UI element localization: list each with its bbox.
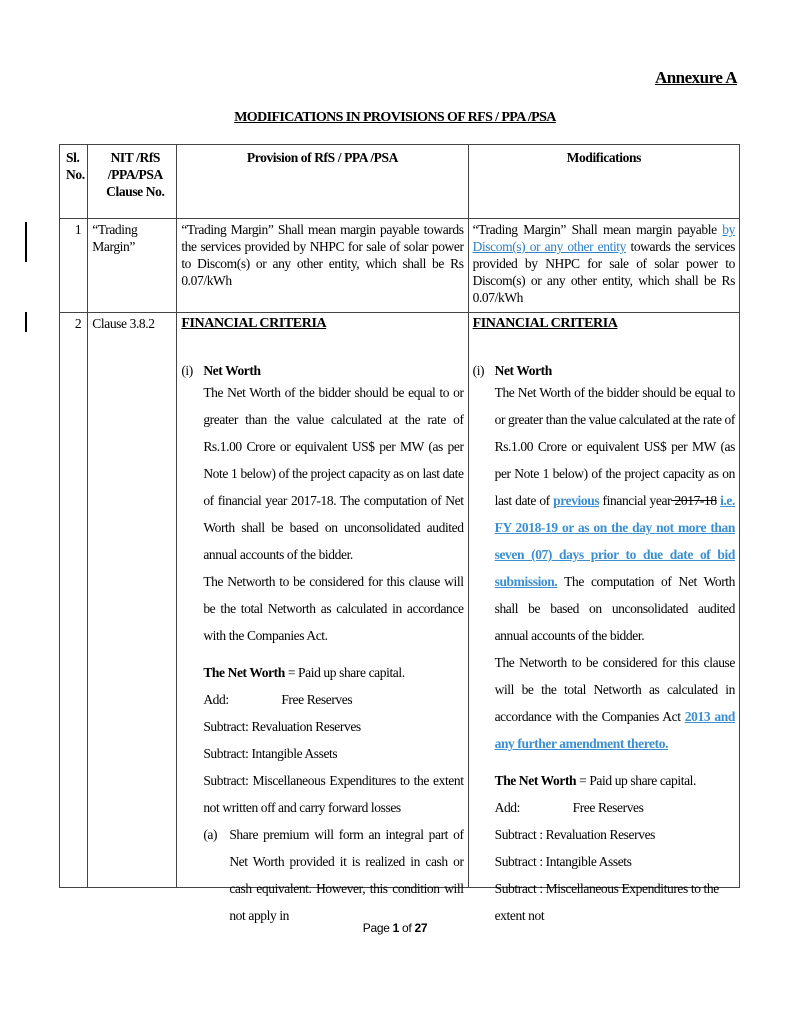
header-modifications: Modifications	[468, 145, 739, 219]
modification-paragraph: The Net Worth of the bidder should be equal to or greater than the value calculated at the rate of Rs.1.00 Crore or equivalent US$ per MW (as per Note 1 below) of the project capacity as on last date of previous financial year 2017-18 i.e. FY 2018-19 or as on the day not more than seven (07) days prior to due date of bid submission. The computation of Net Worth shall be based on unconsolidated audited annual accounts of the bidder.	[494, 385, 735, 643]
header-sl-no: Sl. No.	[60, 145, 88, 219]
add-line: Add: Free Reserves	[203, 692, 353, 707]
header-clause-no: NIT /RfS /PPA/PSA Clause No.	[88, 145, 177, 219]
change-bar	[25, 222, 27, 262]
item-heading: (i) Net Worth	[181, 363, 261, 378]
row-modification	[468, 313, 739, 923]
inserted-text: i.e. FY 2018-19 or as on the day not more than seven (07) days prior to due date of bid submission.	[494, 493, 735, 589]
inserted-text: previous	[553, 493, 600, 508]
section-title: FINANCIAL CRITERIA	[472, 316, 618, 331]
add-line: Add: Free Reserves	[494, 800, 644, 815]
change-bar	[25, 312, 27, 332]
header-provision: Provision of RfS / PPA /PSA	[177, 145, 468, 219]
subtract-line: Subtract : Revaluation Reserves	[494, 827, 656, 842]
inserted-text: by Discom(s) or any other entity	[472, 222, 735, 254]
provision-paragraph: The Net Worth of the bidder should be equal to or greater than the value calculated at the rate of Rs.1.00 Crore or equivalent US$ per MW (as per Note 1 below) of the project capacity as on last date of financial year 2017-18. The computation of Net Worth shall be based on unconsolidated audited annual accounts of the bidder.	[203, 385, 464, 562]
row-provision: “Trading Margin” Shall mean margin payable towards the services provided by NHPC for sale of solar power to Discom(s) or any other entity, which shall be Rs 0.07/kWh	[177, 219, 468, 313]
document-title: MODIFICATIONS IN PROVISIONS OF RFS / PPA /PSA	[234, 110, 556, 125]
table-row	[60, 219, 740, 313]
net-worth-formula: The Net Worth = Paid up share capital.	[203, 665, 405, 680]
modifications-table	[59, 144, 740, 923]
subtract-line: Subtract : Miscellaneous Expenditures to the extent not	[494, 881, 719, 923]
table-row	[60, 313, 740, 888]
row-clause: Clause 3.8.2	[88, 313, 177, 888]
section-title: FINANCIAL CRITERIA	[181, 316, 327, 331]
row-sl-no: 1	[60, 219, 88, 313]
subtract-line: Subtract : Intangible Assets	[494, 854, 632, 869]
net-worth-formula: The Net Worth = Paid up share capital.	[494, 773, 696, 788]
subtract-line: Subtract: Miscellaneous Expenditures to the extent not written off and carry forward losses	[203, 773, 464, 815]
inserted-text: 2013 and any further amendment thereto.	[494, 709, 735, 751]
annexure-label: Annexure A	[654, 68, 737, 87]
subtract-line: Subtract: Revaluation Reserves	[203, 719, 361, 734]
row-sl-no: 2	[60, 313, 88, 888]
row-clause: “Trading Margin”	[88, 219, 177, 313]
row-provision	[177, 313, 468, 923]
provision-paragraph: The Networth to be considered for this clause will be the total Networth as calculated in accordance with the Companies Act.	[203, 574, 464, 643]
row-modification: “Trading Margin” Shall mean margin payable by Discom(s) or any other entity towards the services provided by NHPC for sale of solar power to Discom(s) or any other entity, which shall be Rs 0.07/kWh	[468, 219, 739, 313]
table-header-row	[60, 145, 740, 219]
sub-item-a: (a) Share premium will form an integral part of Net Worth provided it is realized in cash or cash equivalent. However, this condition will not apply in	[203, 827, 464, 923]
page-footer: Page 1 of 27	[362, 921, 428, 935]
modification-paragraph: The Networth to be considered for this clause will be the total Networth as calculated in accordance with the Companies Act 2013 and any further amendment thereto.	[494, 655, 735, 751]
subtract-line: Subtract: Intangible Assets	[203, 746, 338, 761]
deleted-text: 2017-18	[671, 493, 717, 508]
item-heading: (i) Net Worth	[472, 363, 552, 378]
